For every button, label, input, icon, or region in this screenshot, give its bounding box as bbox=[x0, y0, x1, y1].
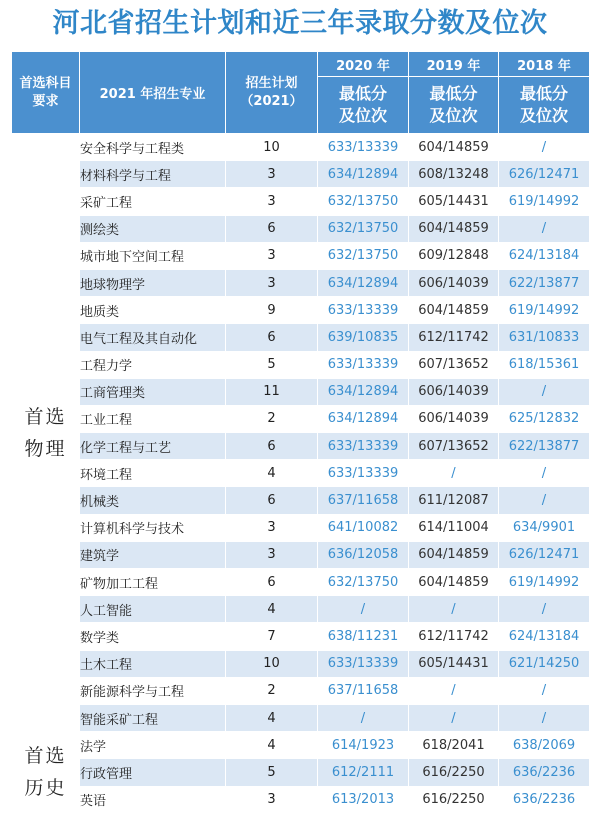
table-row bbox=[12, 269, 590, 296]
score-2020: 633/13339 bbox=[318, 433, 409, 460]
header-subject-requirement: 首选科目 要求 bbox=[12, 52, 80, 134]
page-title: 河北省招生计划和近三年录取分数及位次 bbox=[52, 8, 548, 39]
score-2020: 614/1923 bbox=[318, 732, 409, 759]
plan-count: 3 bbox=[226, 514, 318, 541]
score-2019: 618/2041 bbox=[409, 732, 499, 759]
major-name: 地质类 bbox=[80, 297, 226, 324]
score-2019: 606/14039 bbox=[409, 405, 499, 432]
score-2020: 634/12894 bbox=[318, 378, 409, 405]
table-row bbox=[12, 704, 590, 731]
table-row bbox=[12, 378, 590, 405]
major-name: 材料科学与工程 bbox=[80, 161, 226, 188]
major-name: 智能采矿工程 bbox=[80, 704, 226, 731]
score-2019: 605/14431 bbox=[409, 650, 499, 677]
score-2018: 619/14992 bbox=[499, 569, 590, 596]
table-row bbox=[12, 677, 590, 704]
header-min-score-2019: 最低分 及位次 bbox=[409, 77, 499, 134]
plan-count: 6 bbox=[226, 433, 318, 460]
table-row bbox=[12, 569, 590, 596]
score-2018: 638/2069 bbox=[499, 732, 590, 759]
header-year-2018: 2018 年 bbox=[499, 52, 590, 77]
plan-count: 10 bbox=[226, 650, 318, 677]
score-2019: 606/14039 bbox=[409, 378, 499, 405]
table-row bbox=[12, 650, 590, 677]
header-plan: 招生计划 （2021） bbox=[226, 52, 318, 134]
major-name: 测绘类 bbox=[80, 215, 226, 242]
score-2019: 616/2250 bbox=[409, 759, 499, 786]
score-2019: 608/13248 bbox=[409, 161, 499, 188]
table-row bbox=[12, 596, 590, 623]
plan-count: 3 bbox=[226, 188, 318, 215]
header-year-2020: 2020 年 bbox=[318, 52, 409, 77]
table-row bbox=[12, 242, 590, 269]
score-2020: 636/12058 bbox=[318, 541, 409, 568]
subject-group-label: 首选 物理 bbox=[12, 134, 80, 732]
score-2019: 604/14859 bbox=[409, 215, 499, 242]
score-2018: 625/12832 bbox=[499, 405, 590, 432]
table-row bbox=[12, 541, 590, 568]
plan-count: 6 bbox=[226, 215, 318, 242]
score-2020: 613/2013 bbox=[318, 786, 409, 813]
table-row bbox=[12, 297, 590, 324]
major-name: 建筑学 bbox=[80, 541, 226, 568]
score-2019: 616/2250 bbox=[409, 786, 499, 813]
plan-count: 4 bbox=[226, 732, 318, 759]
table-row bbox=[12, 351, 590, 378]
table-row bbox=[12, 161, 590, 188]
score-2018: 626/12471 bbox=[499, 161, 590, 188]
score-2018: 619/14992 bbox=[499, 297, 590, 324]
score-2020: 639/10835 bbox=[318, 324, 409, 351]
score-2020: 634/12894 bbox=[318, 161, 409, 188]
score-2018: / bbox=[499, 487, 590, 514]
score-2018: 636/2236 bbox=[499, 786, 590, 813]
score-2018: / bbox=[499, 460, 590, 487]
score-2019: 606/14039 bbox=[409, 269, 499, 296]
plan-count: 9 bbox=[226, 297, 318, 324]
admission-table bbox=[11, 51, 590, 814]
score-2020: 633/13339 bbox=[318, 297, 409, 324]
table-row bbox=[12, 405, 590, 432]
major-name: 土木工程 bbox=[80, 650, 226, 677]
plan-count: 4 bbox=[226, 460, 318, 487]
table-row bbox=[12, 514, 590, 541]
table-row bbox=[12, 460, 590, 487]
plan-count: 6 bbox=[226, 324, 318, 351]
plan-count: 4 bbox=[226, 596, 318, 623]
score-2018: / bbox=[499, 704, 590, 731]
major-name: 工程力学 bbox=[80, 351, 226, 378]
score-2018: 626/12471 bbox=[499, 541, 590, 568]
score-2018: / bbox=[499, 215, 590, 242]
score-2018: / bbox=[499, 134, 590, 161]
score-2018: 618/15361 bbox=[499, 351, 590, 378]
major-name: 矿物加工工程 bbox=[80, 569, 226, 596]
plan-count: 3 bbox=[226, 242, 318, 269]
score-2020: 634/12894 bbox=[318, 405, 409, 432]
score-2019: 614/11004 bbox=[409, 514, 499, 541]
score-2020: / bbox=[318, 704, 409, 731]
plan-count: 5 bbox=[226, 351, 318, 378]
header-year-2019: 2019 年 bbox=[409, 52, 499, 77]
plan-count: 5 bbox=[226, 759, 318, 786]
score-2018: 624/13184 bbox=[499, 623, 590, 650]
major-name: 地球物理学 bbox=[80, 269, 226, 296]
major-name: 城市地下空间工程 bbox=[80, 242, 226, 269]
plan-count: 3 bbox=[226, 269, 318, 296]
table-row bbox=[12, 487, 590, 514]
score-2020: / bbox=[318, 596, 409, 623]
score-2019: 609/12848 bbox=[409, 242, 499, 269]
score-2018: 631/10833 bbox=[499, 324, 590, 351]
score-2018: 624/13184 bbox=[499, 242, 590, 269]
score-2019: 604/14859 bbox=[409, 541, 499, 568]
score-2018: / bbox=[499, 596, 590, 623]
score-2018: 636/2236 bbox=[499, 759, 590, 786]
plan-count: 3 bbox=[226, 541, 318, 568]
major-name: 计算机科学与技术 bbox=[80, 514, 226, 541]
score-2019: / bbox=[409, 704, 499, 731]
table-row bbox=[12, 215, 590, 242]
score-2019: 612/11742 bbox=[409, 623, 499, 650]
score-2018: 619/14992 bbox=[499, 188, 590, 215]
major-name: 数学类 bbox=[80, 623, 226, 650]
score-2019: 611/12087 bbox=[409, 487, 499, 514]
major-name: 化学工程与工艺 bbox=[80, 433, 226, 460]
plan-count: 6 bbox=[226, 569, 318, 596]
major-name: 行政管理 bbox=[80, 759, 226, 786]
score-2019: 604/14859 bbox=[409, 297, 499, 324]
table-row bbox=[12, 786, 590, 813]
score-2019: / bbox=[409, 677, 499, 704]
major-name: 工商管理类 bbox=[80, 378, 226, 405]
table-row bbox=[12, 623, 590, 650]
score-2018: / bbox=[499, 677, 590, 704]
score-2020: 638/11231 bbox=[318, 623, 409, 650]
major-name: 法学 bbox=[80, 732, 226, 759]
plan-count: 3 bbox=[226, 161, 318, 188]
score-2019: 605/14431 bbox=[409, 188, 499, 215]
score-2020: 634/12894 bbox=[318, 269, 409, 296]
score-2019: 604/14859 bbox=[409, 569, 499, 596]
score-2020: 637/11658 bbox=[318, 487, 409, 514]
score-2019: 607/13652 bbox=[409, 433, 499, 460]
score-2019: / bbox=[409, 460, 499, 487]
score-2020: 632/13750 bbox=[318, 215, 409, 242]
score-2020: 632/13750 bbox=[318, 188, 409, 215]
score-2018: 622/13877 bbox=[499, 269, 590, 296]
header-min-score-2018: 最低分 及位次 bbox=[499, 77, 590, 134]
score-2018: 622/13877 bbox=[499, 433, 590, 460]
plan-count: 2 bbox=[226, 677, 318, 704]
plan-count: 7 bbox=[226, 623, 318, 650]
major-name: 电气工程及其自动化 bbox=[80, 324, 226, 351]
score-2018: 634/9901 bbox=[499, 514, 590, 541]
table-row bbox=[12, 759, 590, 786]
plan-count: 11 bbox=[226, 378, 318, 405]
plan-count: 4 bbox=[226, 704, 318, 731]
major-name: 英语 bbox=[80, 786, 226, 813]
score-2020: 633/13339 bbox=[318, 650, 409, 677]
header-min-score-2020: 最低分 及位次 bbox=[318, 77, 409, 134]
score-2020: 612/2111 bbox=[318, 759, 409, 786]
score-2020: 633/13339 bbox=[318, 351, 409, 378]
plan-count: 3 bbox=[226, 786, 318, 813]
major-name: 环境工程 bbox=[80, 460, 226, 487]
score-2019: 607/13652 bbox=[409, 351, 499, 378]
table-row bbox=[12, 732, 590, 759]
major-name: 工业工程 bbox=[80, 405, 226, 432]
score-2019: / bbox=[409, 596, 499, 623]
score-2020: 633/13339 bbox=[318, 460, 409, 487]
score-2020: 637/11658 bbox=[318, 677, 409, 704]
header-major: 2021 年招生专业 bbox=[80, 52, 226, 134]
table-row bbox=[12, 134, 590, 161]
plan-count: 10 bbox=[226, 134, 318, 161]
table-row bbox=[12, 324, 590, 351]
score-2020: 632/13750 bbox=[318, 569, 409, 596]
table-row bbox=[12, 433, 590, 460]
score-2019: 612/11742 bbox=[409, 324, 499, 351]
score-2018: 621/14250 bbox=[499, 650, 590, 677]
major-name: 人工智能 bbox=[80, 596, 226, 623]
table-row bbox=[12, 188, 590, 215]
major-name: 安全科学与工程类 bbox=[80, 134, 226, 161]
score-2020: 641/10082 bbox=[318, 514, 409, 541]
major-name: 采矿工程 bbox=[80, 188, 226, 215]
major-name: 机械类 bbox=[80, 487, 226, 514]
score-2020: 633/13339 bbox=[318, 134, 409, 161]
score-2020: 632/13750 bbox=[318, 242, 409, 269]
major-name: 新能源科学与工程 bbox=[80, 677, 226, 704]
plan-count: 6 bbox=[226, 487, 318, 514]
score-2019: 604/14859 bbox=[409, 134, 499, 161]
plan-count: 2 bbox=[226, 405, 318, 432]
score-2018: / bbox=[499, 378, 590, 405]
subject-group-label: 首选 历史 bbox=[12, 732, 80, 814]
